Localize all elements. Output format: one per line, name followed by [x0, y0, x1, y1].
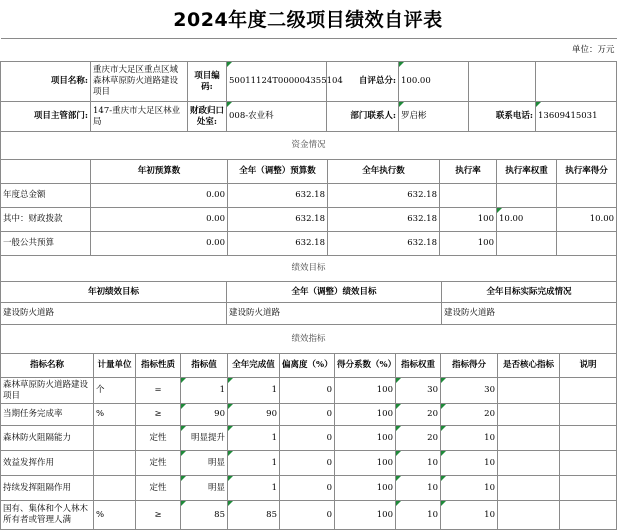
indicator-cell: %: [94, 501, 136, 530]
indicator-cell: 定性: [136, 426, 181, 451]
unit-label: 单位：万元: [1, 39, 617, 62]
funds-header-cell: 执行率得分: [557, 160, 617, 184]
funds-header-cell: 全年执行数: [328, 160, 440, 184]
indicator-cell: [498, 426, 560, 451]
indicator-row: [1, 501, 617, 530]
indicator-cell: 1: [228, 476, 280, 501]
funds-section-title: 资金情况: [1, 132, 617, 160]
funds-row: [1, 184, 617, 208]
goal-actual: 建设防火道路: [442, 303, 617, 325]
funds-cell: 10.00: [497, 208, 557, 232]
indicator-cell: 0: [280, 451, 335, 476]
indicators-header-cell: 指标得分: [441, 354, 498, 378]
indicator-cell: 100: [335, 501, 396, 530]
indicator-cell: 定性: [136, 451, 181, 476]
funds-cell: 年度总金额: [1, 184, 91, 208]
indicator-cell: 30: [441, 378, 498, 404]
phone-label: 联系电话:: [469, 102, 536, 132]
indicator-cell: 0: [280, 501, 335, 530]
indicator-cell: 30: [396, 378, 441, 404]
project-code-value: 50011124T000004355104: [227, 62, 327, 102]
indicator-row: [1, 404, 617, 426]
indicator-cell: 0: [280, 378, 335, 404]
indicator-cell: 10: [441, 501, 498, 530]
self-score-value: 100.00: [399, 62, 469, 102]
indicator-cell: 100: [335, 451, 396, 476]
indicator-cell: [94, 476, 136, 501]
indicator-cell: 100: [335, 426, 396, 451]
funds-cell: [557, 184, 617, 208]
indicator-cell: 明显: [181, 476, 228, 501]
indicator-cell: 个: [94, 378, 136, 404]
indicator-cell: 90: [181, 404, 228, 426]
indicator-cell: 100: [335, 378, 396, 404]
funds-header-cell: 全年（调整）预算数: [228, 160, 328, 184]
indicator-cell: 100: [335, 404, 396, 426]
indicator-cell: [498, 476, 560, 501]
funds-cell: 632.18: [228, 232, 328, 256]
indicator-cell: 20: [396, 426, 441, 451]
indicators-header-cell: 指标权重: [396, 354, 441, 378]
funds-cell: 10.00: [557, 208, 617, 232]
indicator-cell: [94, 426, 136, 451]
project-code-label: 项目编码:: [188, 62, 227, 102]
indicator-cell: 85: [228, 501, 280, 530]
indicators-header-cell: 得分系数（%）: [335, 354, 396, 378]
indicator-cell: 森林草原防火道路建设项目: [1, 378, 94, 404]
funds-cell: 100: [440, 208, 497, 232]
indicator-cell: 持续发挥阻隔作用: [1, 476, 94, 501]
page-title: 2024年度二级项目绩效自评表: [173, 9, 443, 31]
indicator-cell: =: [136, 378, 181, 404]
indicator-cell: 100: [335, 476, 396, 501]
office-value: 008-农业科: [227, 102, 327, 132]
indicator-cell: 90: [228, 404, 280, 426]
indicator-cell: 20: [396, 404, 441, 426]
indicator-cell: [498, 404, 560, 426]
dept-label: 项目主管部门:: [1, 102, 91, 132]
indicator-cell: [560, 426, 617, 451]
contact-label: 部门联系人:: [327, 102, 399, 132]
indicator-cell: 10: [441, 451, 498, 476]
indicators-header-cell: 指标值: [181, 354, 228, 378]
indicator-cell: 10: [396, 451, 441, 476]
indicator-cell: 1: [228, 451, 280, 476]
goals-table: [0, 255, 617, 325]
indicator-cell: 10: [441, 426, 498, 451]
funds-cell: 0.00: [91, 208, 228, 232]
indicator-cell: ≥: [136, 404, 181, 426]
indicators-header-cell: 是否核心指标: [498, 354, 560, 378]
goal-adjusted: 建设防火道路: [227, 303, 442, 325]
funds-header-cell: 年初预算数: [91, 160, 228, 184]
goals-section-title: 绩效目标: [1, 256, 617, 282]
indicators-header-cell: 全年完成值: [228, 354, 280, 378]
funds-cell: 其中：财政拨款: [1, 208, 91, 232]
indicator-row: [1, 378, 617, 404]
funds-cell: [497, 184, 557, 208]
indicator-row: [1, 426, 617, 451]
indicator-cell: 0: [280, 476, 335, 501]
project-name-label: 项目名称:: [1, 62, 91, 102]
indicator-cell: %: [94, 404, 136, 426]
funds-cell: 632.18: [328, 184, 440, 208]
project-name-value: 重庆市大足区重点区域森林草原防火道路建设项目: [91, 62, 188, 102]
indicator-cell: [498, 451, 560, 476]
contact-value: 罗启彬: [399, 102, 469, 132]
funds-row: [1, 232, 617, 256]
office-label: 财政归口处室:: [188, 102, 227, 132]
indicators-header-cell: 计量单位: [94, 354, 136, 378]
indicators-table: [0, 324, 617, 530]
funds-header-cell: 执行率: [440, 160, 497, 184]
goals-header-cell: 全年目标实际完成情况: [442, 282, 617, 303]
funds-cell: 632.18: [228, 184, 328, 208]
indicator-cell: 10: [396, 501, 441, 530]
indicator-cell: 国有、集体和个人林木所有者或管理人满: [1, 501, 94, 530]
dept-value: 147-重庆市大足区林业局: [91, 102, 188, 132]
funds-cell: 0.00: [91, 184, 228, 208]
indicator-cell: [560, 404, 617, 426]
funds-cell: 0.00: [91, 232, 228, 256]
indicator-cell: [560, 501, 617, 530]
indicator-cell: 明显: [181, 451, 228, 476]
funds-cell: 100: [440, 232, 497, 256]
project-info-table: [0, 38, 617, 132]
indicators-header-cell: 指标名称: [1, 354, 94, 378]
indicator-cell: [498, 378, 560, 404]
funds-header-cell: 执行率权重: [497, 160, 557, 184]
goals-header-cell: 全年（调整）绩效目标: [227, 282, 442, 303]
funds-row: [1, 208, 617, 232]
indicator-cell: 1: [181, 378, 228, 404]
indicator-cell: 森林防火阻隔能力: [1, 426, 94, 451]
funds-header-cell: [1, 160, 91, 184]
funds-cell: 一般公共预算: [1, 232, 91, 256]
funds-cell: 632.18: [328, 232, 440, 256]
indicator-cell: 10: [396, 476, 441, 501]
indicator-cell: 10: [441, 476, 498, 501]
indicators-header-cell: 偏离度（%）: [280, 354, 335, 378]
goals-header-cell: 年初绩效目标: [1, 282, 227, 303]
indicator-cell: 当期任务完成率: [1, 404, 94, 426]
indicators-header-cell: 指标性质: [136, 354, 181, 378]
funds-table: [0, 131, 617, 256]
indicator-cell: [94, 451, 136, 476]
indicator-cell: [560, 476, 617, 501]
funds-cell: [557, 232, 617, 256]
self-score-label: 自评总分:: [327, 62, 399, 102]
indicator-cell: 20: [441, 404, 498, 426]
indicators-header-cell: 说明: [560, 354, 617, 378]
empty-cell: [536, 62, 617, 102]
indicator-cell: 85: [181, 501, 228, 530]
goals-row: [1, 303, 617, 325]
indicator-cell: [498, 501, 560, 530]
phone-value: 13609415031: [536, 102, 617, 132]
indicator-row: [1, 476, 617, 501]
empty-cell: [469, 62, 536, 102]
indicator-row: [1, 451, 617, 476]
indicator-cell: 0: [280, 404, 335, 426]
funds-cell: [497, 232, 557, 256]
indicator-cell: 定性: [136, 476, 181, 501]
indicator-cell: 0: [280, 426, 335, 451]
funds-cell: 632.18: [228, 208, 328, 232]
indicator-cell: [560, 378, 617, 404]
indicator-cell: 效益发挥作用: [1, 451, 94, 476]
goal-initial: 建设防火道路: [1, 303, 227, 325]
indicator-cell: 明显提升: [181, 426, 228, 451]
funds-cell: [440, 184, 497, 208]
indicator-cell: 1: [228, 378, 280, 404]
indicator-cell: ≥: [136, 501, 181, 530]
indicator-cell: 1: [228, 426, 280, 451]
funds-cell: 632.18: [328, 208, 440, 232]
indicators-section-title: 绩效指标: [1, 325, 617, 354]
indicator-cell: [560, 451, 617, 476]
